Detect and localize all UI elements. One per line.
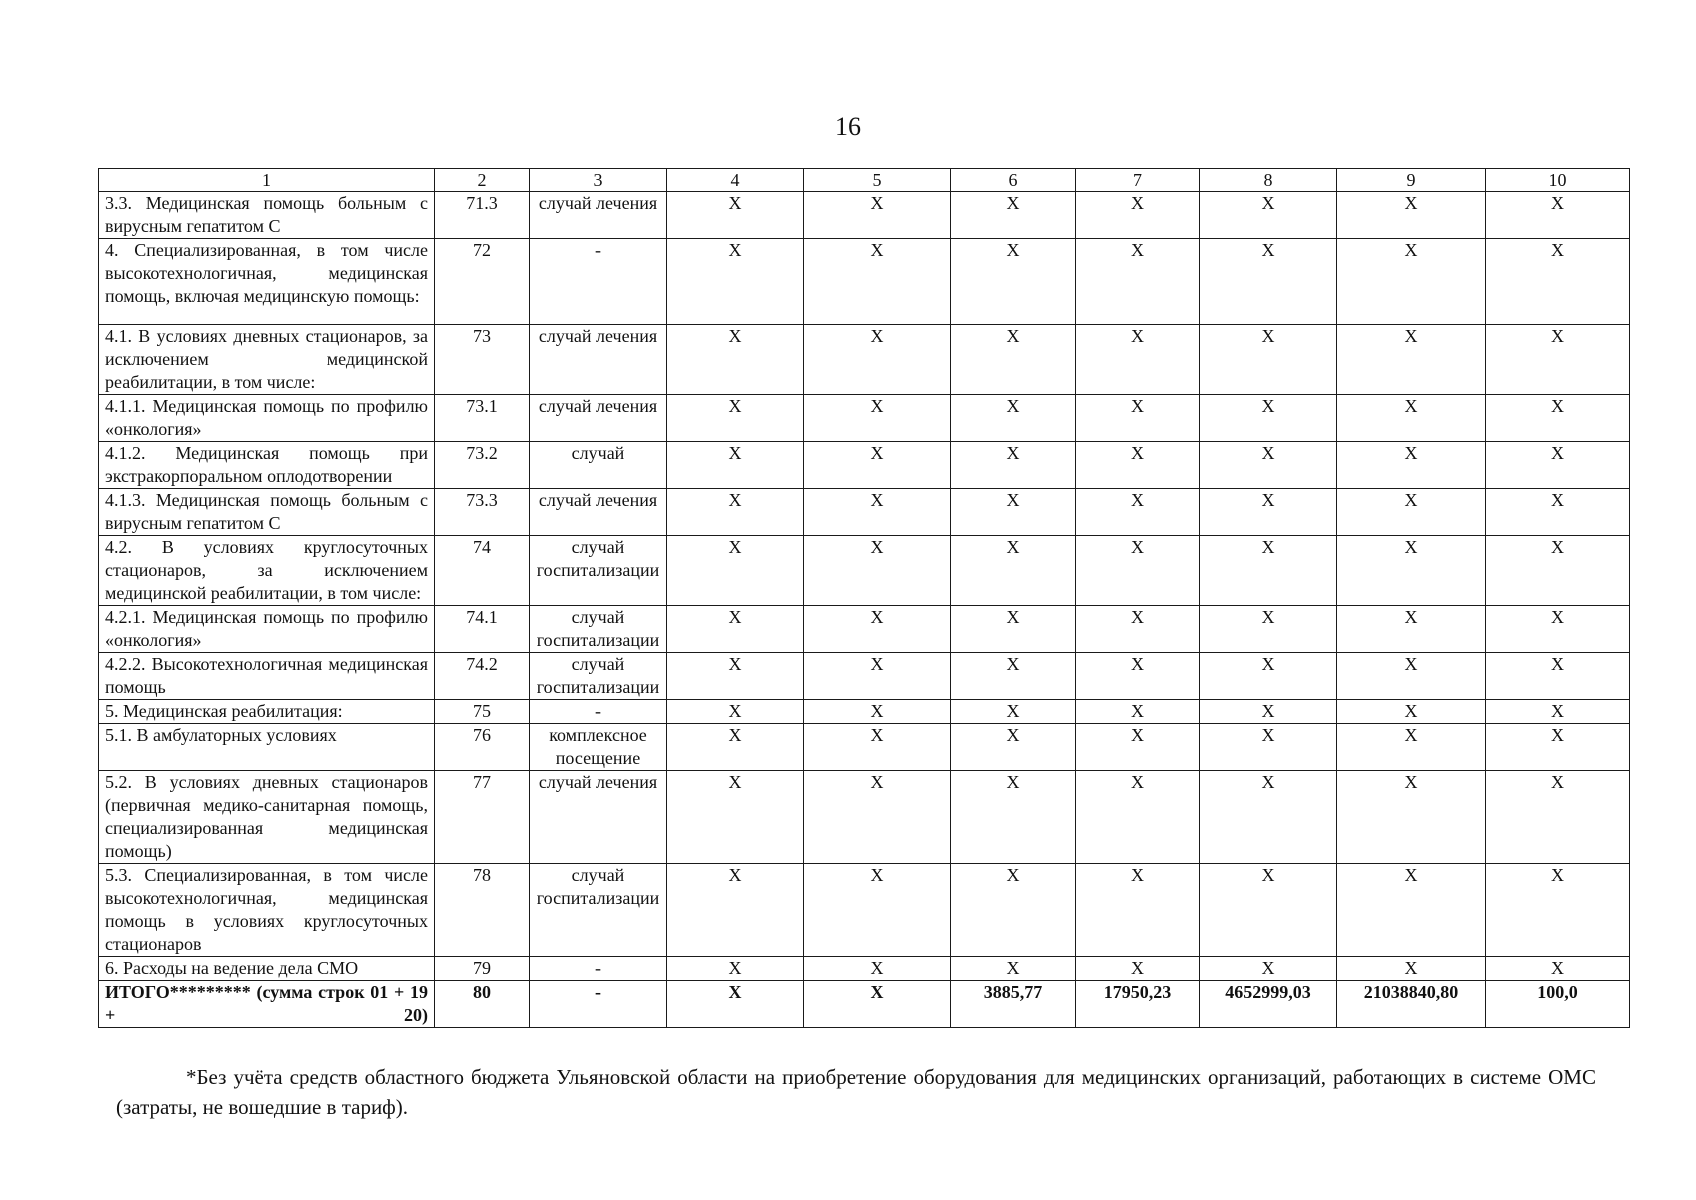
row-name-cell: 4.1.2. Медицинская помощь при экстракорпоральном оплодотворении <box>99 442 435 489</box>
row-value-cell: Х <box>1076 957 1200 981</box>
row-value-cell: 4652999,03 <box>1200 981 1337 1028</box>
page-number: 16 <box>835 112 861 141</box>
column-number: 7 <box>1076 169 1200 192</box>
row-code-cell: 73.3 <box>435 489 530 536</box>
row-value-cell: Х <box>1076 724 1200 771</box>
row-name-cell: 4.2. В условиях круглосуточных стационаров, за исключением медицинской реабилитации, в том числе: <box>99 536 435 606</box>
row-value-cell: Х <box>1076 442 1200 489</box>
row-unit-cell: случай лечения <box>530 192 667 239</box>
table-row <box>99 724 1630 771</box>
row-value-cell: Х <box>951 653 1076 700</box>
row-name-cell: 4.1. В условиях дневных стационаров, за исключением медицинской реабилитации, в том числе: <box>99 325 435 395</box>
row-value-cell: Х <box>1486 395 1630 442</box>
row-code-cell: 74.2 <box>435 653 530 700</box>
row-value-cell: Х <box>1337 442 1486 489</box>
table-row <box>99 771 1630 864</box>
row-code-cell: 73.1 <box>435 395 530 442</box>
row-value-cell: Х <box>1200 771 1337 864</box>
column-number: 10 <box>1486 169 1630 192</box>
row-value-cell: Х <box>1200 239 1337 325</box>
row-value-cell: Х <box>1337 724 1486 771</box>
row-value-cell: Х <box>804 653 951 700</box>
table-row <box>99 606 1630 653</box>
row-value-cell: Х <box>804 489 951 536</box>
row-value-cell: Х <box>951 864 1076 957</box>
row-unit-cell: случай лечения <box>530 489 667 536</box>
row-value-cell: Х <box>667 771 804 864</box>
row-value-cell: Х <box>1486 957 1630 981</box>
row-value-cell: Х <box>804 771 951 864</box>
row-name-cell: 4.2.1. Медицинская помощь по профилю «онкология» <box>99 606 435 653</box>
table-row <box>99 957 1630 981</box>
column-number: 9 <box>1337 169 1486 192</box>
table-row <box>99 864 1630 957</box>
row-code-cell: 73 <box>435 325 530 395</box>
row-name-cell: ИТОГО********* (сумма строк 01 + 19 + 20) <box>99 981 435 1028</box>
row-value-cell: Х <box>667 864 804 957</box>
row-value-cell: Х <box>951 771 1076 864</box>
total-row <box>99 981 1630 1028</box>
row-value-cell: 3885,77 <box>951 981 1076 1028</box>
row-value-cell: Х <box>1337 489 1486 536</box>
row-name-cell: 4.2.2. Высокотехнологичная медицинская помощь <box>99 653 435 700</box>
row-value-cell: Х <box>1337 395 1486 442</box>
row-value-cell: 21038840,80 <box>1337 981 1486 1028</box>
row-unit-cell: случай <box>530 442 667 489</box>
row-code-cell: 77 <box>435 771 530 864</box>
row-value-cell: Х <box>951 442 1076 489</box>
table-body <box>99 192 1630 1028</box>
column-number: 1 <box>99 169 435 192</box>
row-value-cell: Х <box>667 325 804 395</box>
row-value-cell: Х <box>1486 489 1630 536</box>
row-value-cell: Х <box>951 325 1076 395</box>
row-value-cell: Х <box>667 489 804 536</box>
row-value-cell: Х <box>1486 192 1630 239</box>
table-row <box>99 442 1630 489</box>
row-name-cell: 5.3. Специализированная, в том числе высокотехнологичная, медицинская помощь в условиях круглосуточных стационаров <box>99 864 435 957</box>
row-value-cell: Х <box>1337 700 1486 724</box>
row-name-cell: 5. Медицинская реабилитация: <box>99 700 435 724</box>
row-value-cell: Х <box>804 536 951 606</box>
row-unit-cell: - <box>530 957 667 981</box>
row-code-cell: 78 <box>435 864 530 957</box>
row-value-cell: Х <box>667 239 804 325</box>
row-value-cell: Х <box>1076 325 1200 395</box>
row-value-cell: Х <box>1337 325 1486 395</box>
row-name-cell: 5.1. В амбулаторных условиях <box>99 724 435 771</box>
row-value-cell: Х <box>1337 957 1486 981</box>
row-unit-cell: случай госпитализации <box>530 864 667 957</box>
row-value-cell: Х <box>804 981 951 1028</box>
row-value-cell: Х <box>1200 192 1337 239</box>
column-number-row <box>99 169 1630 192</box>
row-value-cell: Х <box>1337 653 1486 700</box>
row-value-cell: Х <box>667 700 804 724</box>
row-value-cell: Х <box>1200 606 1337 653</box>
row-unit-cell: случай госпитализации <box>530 653 667 700</box>
row-value-cell: Х <box>804 239 951 325</box>
row-value-cell: Х <box>1200 864 1337 957</box>
row-value-cell: Х <box>667 536 804 606</box>
row-unit-cell: случай госпитализации <box>530 536 667 606</box>
column-number: 5 <box>804 169 951 192</box>
row-name-cell: 3.3. Медицинская помощь больным с вирусным гепатитом С <box>99 192 435 239</box>
table-row <box>99 239 1630 325</box>
row-value-cell: Х <box>804 395 951 442</box>
row-value-cell: Х <box>804 724 951 771</box>
row-value-cell: Х <box>1200 700 1337 724</box>
row-value-cell: Х <box>1486 606 1630 653</box>
table-row <box>99 536 1630 606</box>
row-name-cell: 5.2. В условиях дневных стационаров (первичная медико-санитарная помощь, специализированная медицинская помощь) <box>99 771 435 864</box>
table-row <box>99 700 1630 724</box>
row-unit-cell: комплексное посещение <box>530 724 667 771</box>
row-value-cell: Х <box>1200 536 1337 606</box>
row-value-cell: Х <box>667 981 804 1028</box>
row-value-cell: Х <box>1076 536 1200 606</box>
row-unit-cell: - <box>530 239 667 325</box>
row-code-cell: 74.1 <box>435 606 530 653</box>
table-row <box>99 192 1630 239</box>
row-value-cell: Х <box>1337 536 1486 606</box>
row-value-cell: Х <box>1200 325 1337 395</box>
row-value-cell: Х <box>804 606 951 653</box>
row-unit-cell: - <box>530 700 667 724</box>
row-unit-cell: случай лечения <box>530 771 667 864</box>
table-row <box>99 653 1630 700</box>
row-value-cell: Х <box>1486 442 1630 489</box>
row-value-cell: Х <box>1076 606 1200 653</box>
row-value-cell: Х <box>1200 653 1337 700</box>
row-value-cell: Х <box>804 957 951 981</box>
row-value-cell: Х <box>951 489 1076 536</box>
row-value-cell: Х <box>1337 771 1486 864</box>
row-unit-cell: - <box>530 981 667 1028</box>
row-value-cell: Х <box>667 395 804 442</box>
row-code-cell: 76 <box>435 724 530 771</box>
row-value-cell: Х <box>1076 700 1200 724</box>
indicator-table <box>98 168 1630 1028</box>
row-value-cell: Х <box>951 606 1076 653</box>
row-value-cell: Х <box>951 700 1076 724</box>
column-number: 4 <box>667 169 804 192</box>
row-unit-cell: случай лечения <box>530 325 667 395</box>
row-value-cell: Х <box>1076 771 1200 864</box>
row-value-cell: Х <box>1076 192 1200 239</box>
column-number: 6 <box>951 169 1076 192</box>
row-value-cell: Х <box>1486 239 1630 325</box>
row-value-cell: Х <box>951 192 1076 239</box>
row-value-cell: Х <box>1486 325 1630 395</box>
row-value-cell: Х <box>951 239 1076 325</box>
row-value-cell: Х <box>667 192 804 239</box>
column-number: 2 <box>435 169 530 192</box>
row-code-cell: 75 <box>435 700 530 724</box>
table-row <box>99 489 1630 536</box>
row-value-cell: Х <box>1486 653 1630 700</box>
column-number: 3 <box>530 169 667 192</box>
row-value-cell: Х <box>1337 606 1486 653</box>
row-value-cell: Х <box>1076 653 1200 700</box>
row-value-cell: Х <box>667 724 804 771</box>
row-value-cell: Х <box>1076 395 1200 442</box>
row-value-cell: Х <box>804 192 951 239</box>
table-row <box>99 395 1630 442</box>
row-value-cell: Х <box>1337 864 1486 957</box>
row-value-cell: Х <box>667 957 804 981</box>
row-unit-cell: случай лечения <box>530 395 667 442</box>
table-row <box>99 325 1630 395</box>
row-unit-cell: случай госпитализации <box>530 606 667 653</box>
row-name-cell: 6. Расходы на ведение дела СМО <box>99 957 435 981</box>
row-value-cell: Х <box>1200 489 1337 536</box>
row-code-cell: 72 <box>435 239 530 325</box>
row-value-cell: Х <box>1486 724 1630 771</box>
row-value-cell: Х <box>1486 700 1630 724</box>
row-value-cell: Х <box>1076 239 1200 325</box>
row-value-cell: Х <box>1337 239 1486 325</box>
column-number: 8 <box>1200 169 1337 192</box>
row-value-cell: Х <box>1200 442 1337 489</box>
row-value-cell: Х <box>667 606 804 653</box>
row-name-cell: 4.1.3. Медицинская помощь больным с вирусным гепатитом С <box>99 489 435 536</box>
row-code-cell: 74 <box>435 536 530 606</box>
footnote: *Без учёта средств областного бюджета Ульяновской области на приобретение оборудования для медицинских организаций, работающих в системе ОМС (затраты, не вошедшие в тариф). <box>116 1065 1596 1119</box>
row-value-cell: Х <box>804 442 951 489</box>
row-value-cell: Х <box>1200 957 1337 981</box>
row-value-cell: Х <box>951 957 1076 981</box>
row-value-cell: Х <box>1200 395 1337 442</box>
row-code-cell: 71.3 <box>435 192 530 239</box>
row-value-cell: Х <box>804 325 951 395</box>
row-value-cell: Х <box>667 653 804 700</box>
row-value-cell: Х <box>804 700 951 724</box>
row-value-cell: Х <box>1076 864 1200 957</box>
row-name-cell: 4.1.1. Медицинская помощь по профилю «онкология» <box>99 395 435 442</box>
row-value-cell: Х <box>1337 192 1486 239</box>
row-value-cell: Х <box>1200 724 1337 771</box>
row-name-cell: 4. Специализированная, в том числе высокотехнологичная, медицинская помощь, включая медицинскую помощь: <box>99 239 435 325</box>
row-code-cell: 73.2 <box>435 442 530 489</box>
row-code-cell: 79 <box>435 957 530 981</box>
row-value-cell: Х <box>951 536 1076 606</box>
row-value-cell: Х <box>667 442 804 489</box>
row-value-cell: Х <box>951 395 1076 442</box>
row-value-cell: Х <box>804 864 951 957</box>
row-value-cell: 17950,23 <box>1076 981 1200 1028</box>
row-value-cell: 100,0 <box>1486 981 1630 1028</box>
row-value-cell: Х <box>1486 771 1630 864</box>
row-value-cell: Х <box>1486 536 1630 606</box>
row-value-cell: Х <box>1486 864 1630 957</box>
row-value-cell: Х <box>1076 489 1200 536</box>
row-value-cell: Х <box>951 724 1076 771</box>
row-code-cell: 80 <box>435 981 530 1028</box>
